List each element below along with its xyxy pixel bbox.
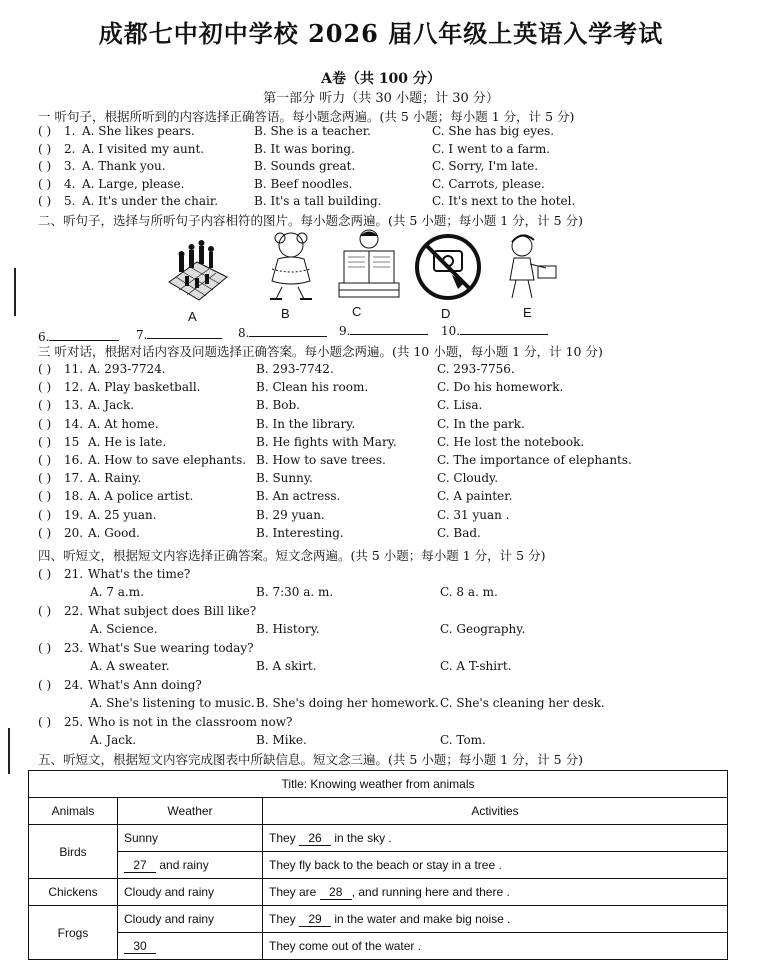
section-4-heading: 四、听短文，根据短文内容选择正确答案。短文念两遍。(共 5 小题；每小题 1 分，计 5 分) (38, 548, 546, 563)
option-a: A. 25 yuan. (88, 507, 157, 522)
header-activities: Activities (263, 798, 728, 825)
chickens-weather: Cloudy and rainy (118, 879, 263, 906)
option-a: A. It's under the chair. (82, 194, 219, 208)
question-number: 20. (64, 525, 84, 540)
answer-blank-7[interactable]: 7. (136, 328, 222, 342)
birds-weather-1: Sunny (118, 825, 263, 852)
margin-mark-bottom (8, 728, 10, 774)
question-number: 16. (64, 453, 84, 467)
option-a: A. He is late. (88, 434, 167, 449)
option-a: A. Jack. (90, 733, 137, 747)
option-c: C. He lost the notebook. (437, 434, 585, 449)
question-number: 15 (64, 434, 80, 449)
question-number: 11. (64, 362, 84, 376)
option-c: C. Do his homework. (437, 380, 564, 395)
section-1-heading: 一 听句子，根据所听到的内容选择正确答语。每小题念两遍。(共 5 小题；每小题 1 分，计 5 分) (38, 109, 575, 124)
answer-paren[interactable]: ( ) (38, 715, 52, 729)
frogs-activity-2: They come out of the water . (263, 933, 728, 960)
frogs-activity-1: They 29 in the water and make big noise . (263, 906, 728, 933)
option-a: A. Science. (90, 622, 158, 636)
option-a: A. Large, please. (82, 176, 185, 191)
option-b: B. She is a teacher. (254, 124, 371, 138)
question-number: 3. (64, 159, 76, 173)
option-b: B. Sounds great. (254, 159, 356, 173)
answer-blank-8[interactable]: 8. (238, 326, 327, 340)
option-c: C. Sorry, I'm late. (432, 159, 539, 173)
margin-mark-top (14, 268, 16, 316)
option-c: C. A T-shirt. (440, 659, 512, 673)
option-c: C. Cloudy. (437, 471, 499, 486)
option-a: A. A sweater. (90, 659, 170, 673)
question-number: 19. (64, 507, 84, 522)
option-a: A. Thank you. (82, 159, 166, 173)
animal-chickens: Chickens (29, 879, 118, 906)
blank-29[interactable]: 29 (299, 912, 331, 927)
question-number: 25. (64, 715, 84, 729)
question-number: 17. (64, 471, 84, 486)
question-text: What's Sue wearing today? (88, 641, 254, 655)
question-number: 2. (64, 141, 76, 156)
option-a: A. 7 a.m. (90, 585, 144, 599)
option-c: C. 8 a. m. (440, 585, 498, 599)
option-b: B. Bob. (256, 398, 300, 413)
birds-activity-1: They 26 in the sky . (263, 825, 728, 852)
reading-newspaper-icon (334, 227, 404, 302)
question-text: What's the time? (88, 567, 191, 581)
option-b: B. It was boring. (254, 141, 355, 156)
option-b: B. Interesting. (256, 525, 344, 540)
section-2-heading: 二、听句子，选择与所听句子内容相符的图片。每小题念两遍。(共 5 小题；每小题 1 分，计 5 分) (38, 213, 583, 228)
header-weather: Weather (118, 798, 263, 825)
frogs-weather-2 (118, 933, 263, 960)
question-number: 13. (64, 398, 84, 413)
section-3-heading: 三 听对话，根据对话内容及问题选择正确答案。每小题念两遍。(共 10 小题，每小题 1 分，计 10 分) (38, 344, 603, 359)
answer-blank-9[interactable]: 9. (339, 324, 428, 338)
blank-28[interactable]: 28 (320, 885, 352, 900)
option-b: B. Beef noodles. (254, 176, 353, 191)
option-b: B. In the library. (256, 416, 356, 431)
option-b: B. He fights with Mary. (256, 434, 397, 449)
option-b: B. Mike. (256, 733, 307, 747)
question-number: 24. (64, 678, 84, 692)
answer-paren[interactable]: ( ) (38, 604, 52, 618)
answer-paren[interactable]: ( ) (38, 678, 52, 692)
option-b: B. 293-7742. (256, 362, 334, 376)
option-c: C. She's cleaning her desk. (440, 696, 605, 710)
question-number: 18. (64, 489, 84, 504)
option-b: B. It's a tall building. (254, 194, 382, 208)
answer-blank-10[interactable]: 10. (441, 324, 548, 338)
table-title: Title: Knowing weather from animals (29, 771, 728, 798)
option-c: C. A painter. (437, 489, 513, 504)
option-b: B. 29 yuan. (256, 507, 325, 522)
picture-label-d: D (441, 306, 451, 321)
answer-paren[interactable]: ( ) (38, 141, 52, 156)
answer-paren[interactable]: ( ) (38, 471, 52, 486)
answer-paren[interactable]: ( ) (38, 362, 52, 376)
option-a: A. Jack. (88, 398, 135, 413)
answer-paren[interactable]: ( ) (38, 159, 52, 173)
answer-paren[interactable]: ( ) (38, 567, 52, 581)
option-a: A. How to save elephants. (88, 453, 247, 467)
option-b: B. History. (256, 622, 320, 636)
option-c: C. The importance of elephants. (437, 453, 632, 467)
option-a: A. She's listening to music. (90, 696, 255, 710)
picture-label-a: A (188, 309, 197, 324)
chess-icon (165, 232, 230, 307)
option-a: A. 293-7724. (88, 362, 166, 376)
question-number: 1. (64, 124, 76, 138)
option-a: A. Good. (88, 525, 140, 540)
option-c: C. She has big eyes. (432, 124, 555, 138)
picture-label-c: C (352, 304, 362, 319)
option-c: C. 293-7756. (437, 362, 515, 376)
picture-label-b: B (281, 306, 290, 321)
answer-paren[interactable]: ( ) (38, 453, 52, 467)
option-a: A. A police artist. (88, 489, 194, 504)
option-b: B. An actress. (256, 489, 341, 504)
option-c: C. Lisa. (437, 398, 483, 413)
blank-26[interactable]: 26 (299, 831, 331, 846)
animal-frogs: Frogs (29, 906, 118, 960)
question-number: 21. (64, 567, 84, 581)
exam-title: 成都七中初中学校 2026 届八年级上英语入学考试 (98, 19, 664, 48)
section-5-heading: 五、听短文，根据短文内容完成图表中所缺信息。短文念三遍。(共 5 小题；每小题 1 分，计 5 分) (38, 752, 583, 767)
answer-paren[interactable]: ( ) (38, 525, 52, 540)
weather-table (28, 770, 728, 960)
animal-birds: Birds (29, 825, 118, 879)
option-a: A. Play basketball. (88, 380, 201, 395)
answer-paren[interactable]: ( ) (38, 489, 52, 504)
birds-weather-2: 27 and rainy (118, 852, 263, 879)
option-c: C. Geography. (440, 622, 526, 636)
blank-30[interactable]: 30 (124, 939, 156, 954)
option-b: B. How to save trees. (256, 453, 386, 467)
question-number: 12. (64, 380, 84, 395)
option-a: A. Rainy. (88, 471, 142, 486)
question-number: 5. (64, 194, 76, 208)
blank-27[interactable]: 27 (124, 858, 156, 873)
question-number: 23. (64, 641, 84, 655)
option-b: B. A skirt. (256, 659, 317, 673)
option-c: C. 31 yuan . (437, 507, 510, 522)
paper-title: A卷（共 100 分） (321, 71, 441, 87)
answer-paren[interactable]: ( ) (38, 176, 52, 191)
question-text: Who is not in the classroom now? (88, 715, 293, 729)
answer-paren[interactable]: ( ) (38, 416, 52, 431)
option-c: C. Bad. (437, 525, 481, 540)
girl-at-desk-icon (498, 232, 560, 304)
option-c: C. Carrots, please. (432, 176, 545, 191)
option-b: B. Clean his room. (256, 380, 369, 395)
answer-paren[interactable]: ( ) (38, 194, 52, 208)
answer-paren[interactable]: ( ) (38, 380, 52, 395)
part-title: 第一部分 听力（共 30 小题；计 30 分） (263, 91, 499, 106)
option-b: B. Sunny. (256, 471, 313, 486)
option-c: C. Tom. (440, 733, 486, 747)
option-c: C. I went to a farm. (432, 141, 551, 156)
answer-blank-6[interactable]: 6. (38, 330, 119, 344)
answer-paren[interactable]: ( ) (38, 507, 52, 522)
answer-paren[interactable]: ( ) (38, 434, 52, 449)
option-a: A. At home. (88, 416, 159, 431)
chickens-activity: They are 28 , and running here and there . (263, 879, 728, 906)
header-animals: Animals (29, 798, 118, 825)
option-b: B. 7:30 a. m. (256, 585, 334, 599)
frogs-weather-1: Cloudy and rainy (118, 906, 263, 933)
question-number: 14. (64, 416, 84, 431)
option-c: C. In the park. (437, 416, 525, 431)
question-number: 4. (64, 176, 76, 191)
picture-label-e: E (523, 305, 532, 320)
question-text: What subject does Bill like? (88, 604, 257, 618)
girl-dancing-icon (258, 229, 328, 304)
no-phone-sign-icon (412, 231, 484, 303)
option-a: A. I visited my aunt. (82, 141, 205, 156)
option-c: C. It's next to the hotel. (432, 194, 576, 208)
answer-paren[interactable]: ( ) (38, 641, 52, 655)
question-text: What's Ann doing? (88, 678, 202, 692)
question-number: 22. (64, 604, 84, 618)
answer-paren[interactable]: ( ) (38, 398, 52, 413)
birds-activity-2: They fly back to the beach or stay in a tree . (263, 852, 728, 879)
answer-paren[interactable]: ( ) (38, 124, 52, 138)
option-b: B. She's doing her homework. (256, 696, 439, 710)
option-a: A. She likes pears. (82, 124, 195, 138)
